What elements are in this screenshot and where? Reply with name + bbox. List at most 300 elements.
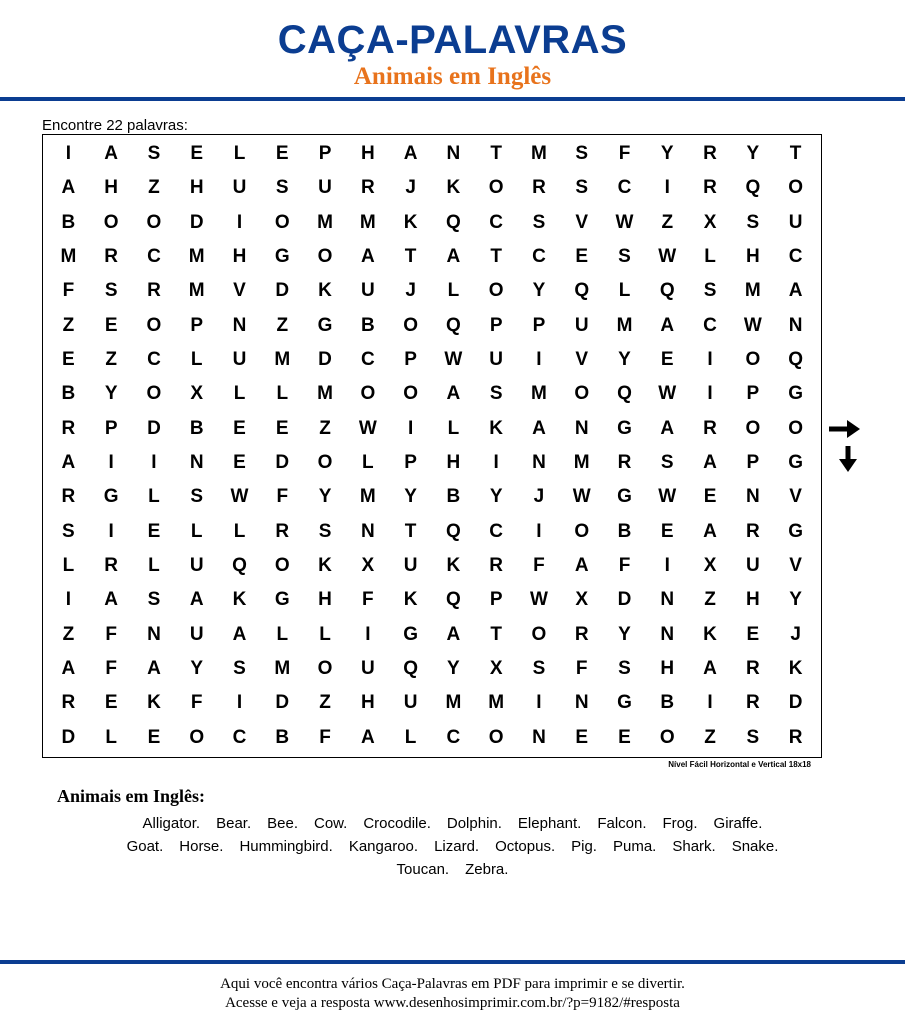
grid-cell: A: [446, 246, 461, 268]
grid-cell: Y: [318, 486, 332, 508]
grid-cell: I: [536, 692, 542, 714]
grid-cell: M: [616, 314, 633, 336]
grid-cell: A: [660, 314, 675, 336]
grid-cell: F: [190, 692, 203, 714]
grid-cell: A: [660, 417, 675, 439]
grid-cell: O: [745, 417, 761, 439]
grid-cell: F: [362, 589, 374, 611]
grid-cell: E: [575, 726, 589, 748]
grid-cell: O: [488, 726, 504, 748]
grid-cell: Y: [618, 623, 631, 645]
grid-cell: E: [147, 726, 161, 748]
grid-cell: P: [489, 314, 503, 336]
grid-cell: L: [362, 452, 374, 474]
grid-cell: Q: [788, 349, 803, 371]
grid-cell: O: [103, 211, 119, 233]
grid-cell: Y: [489, 486, 503, 508]
grid-cell: B: [360, 314, 375, 336]
grid-cell: C: [147, 349, 161, 371]
grid-cell: K: [232, 589, 247, 611]
grid-cell: S: [147, 143, 161, 165]
word-search-grid: [42, 134, 822, 758]
grid-cell: D: [275, 692, 290, 714]
word-list-item: Cow.: [313, 815, 348, 832]
grid-cell: K: [703, 623, 717, 645]
grid-cell: E: [660, 520, 674, 542]
word-list-item: Pig.: [571, 838, 597, 855]
grid-cell: P: [532, 314, 546, 336]
grid-cell: H: [189, 177, 204, 199]
grid-cell: A: [61, 452, 76, 474]
grid-cell: O: [745, 349, 761, 371]
grid-cell: D: [788, 692, 803, 714]
grid-cell: G: [617, 692, 632, 714]
grid-cell: X: [361, 555, 375, 577]
grid-cell: O: [189, 726, 205, 748]
grid-cell: O: [317, 246, 333, 268]
grid-cell: N: [532, 726, 546, 748]
grid-cell: F: [575, 658, 588, 680]
grid-cell: H: [360, 692, 375, 714]
top-divider: [0, 97, 905, 101]
grid-cell: P: [746, 452, 760, 474]
word-list-item: Shark.: [672, 838, 716, 855]
grid-cell: L: [233, 520, 246, 542]
grid-cell: G: [403, 623, 418, 645]
grid-cell: R: [61, 692, 76, 714]
grid-cell: S: [532, 211, 546, 233]
grid-cell: Q: [659, 280, 675, 302]
grid-cell: G: [274, 246, 290, 268]
grid-cell: R: [574, 623, 589, 645]
grid-cell: I: [493, 452, 499, 474]
grid-cell: L: [233, 143, 246, 165]
grid-cell: H: [446, 452, 461, 474]
grid-cell: S: [575, 143, 589, 165]
grid-cell: D: [275, 452, 290, 474]
grid-cell: D: [318, 349, 332, 371]
grid-cell: C: [489, 211, 504, 233]
grid-cell: Y: [447, 658, 460, 680]
grid-cell: U: [232, 177, 247, 199]
grid-cell: O: [659, 726, 675, 748]
grid-cell: T: [404, 520, 417, 542]
grid-cell: F: [618, 143, 631, 165]
grid-cell: A: [532, 417, 546, 439]
grid-cell: R: [489, 555, 504, 577]
grid-cell: I: [536, 349, 542, 371]
grid-cell: M: [531, 383, 547, 405]
grid-cell: P: [190, 314, 204, 336]
grid-cell: K: [318, 280, 332, 302]
grid-cell: G: [317, 314, 333, 336]
grid-cell: U: [574, 314, 589, 336]
grid-cell: K: [446, 177, 461, 199]
grid-cell: U: [360, 658, 375, 680]
grid-cell: N: [232, 314, 247, 336]
grid-cell: A: [403, 143, 418, 165]
grid-cell: E: [190, 143, 204, 165]
grid-cell: G: [274, 589, 290, 611]
grid-cell: X: [190, 383, 204, 405]
grid-cell: J: [405, 280, 416, 302]
word-list-item: Toucan.: [396, 861, 450, 878]
grid-cell: W: [658, 486, 677, 508]
grid-cell: Z: [62, 314, 75, 336]
grid-cell: A: [104, 589, 119, 611]
grid-cell: I: [707, 383, 713, 405]
grid-cell: K: [403, 211, 418, 233]
grid-cell: Z: [704, 589, 716, 611]
grid-cell: Z: [319, 692, 331, 714]
grid-cell: R: [617, 452, 632, 474]
grid-cell: I: [707, 692, 713, 714]
arrow-down-icon: [838, 446, 858, 473]
grid-cell: F: [276, 486, 289, 508]
grid-cell: G: [617, 417, 632, 439]
grid-cell: N: [189, 452, 204, 474]
grid-cell: B: [446, 486, 461, 508]
bottom-divider: [0, 960, 905, 964]
grid-cell: R: [745, 658, 760, 680]
grid-cell: S: [618, 246, 631, 268]
grid-cell: C: [147, 246, 161, 268]
grid-cell: A: [61, 177, 76, 199]
grid-cell: B: [61, 211, 76, 233]
grid-cell: L: [618, 280, 631, 302]
word-list-item: Bee.: [267, 815, 298, 832]
grid-cell: Z: [148, 177, 160, 199]
grid-cell: R: [104, 246, 119, 268]
word-list-item: Zebra.: [465, 861, 509, 878]
grid-cell: O: [574, 383, 590, 405]
grid-cell: Q: [445, 589, 461, 611]
grid-cell: R: [147, 280, 161, 302]
grid-cell: M: [531, 143, 547, 165]
grid-cell: X: [703, 555, 717, 577]
grid-cell: A: [703, 520, 717, 542]
grid-cell: R: [703, 177, 717, 199]
grid-cell: Q: [445, 520, 461, 542]
grid-cell: K: [446, 555, 461, 577]
grid-cell: I: [108, 520, 114, 542]
grid-cell: Y: [660, 143, 674, 165]
grid-cell: Y: [789, 589, 802, 611]
grid-cell: O: [146, 211, 162, 233]
grid-cell: O: [317, 452, 333, 474]
grid-cell: P: [104, 417, 118, 439]
grid-cell: U: [745, 555, 760, 577]
grid-cell: E: [660, 349, 674, 371]
grid-cell: V: [789, 486, 802, 508]
grid-cell: R: [703, 417, 717, 439]
grid-cell: L: [148, 486, 160, 508]
grid-cell: X: [703, 211, 717, 233]
grid-cell: Q: [745, 177, 761, 199]
word-list-item: Elephant.: [517, 815, 582, 832]
word-list-item: Puma.: [612, 838, 657, 855]
grid-cell: A: [574, 555, 589, 577]
grid-cell: D: [61, 726, 76, 748]
grid-cell: R: [61, 417, 76, 439]
grid-cell: U: [360, 280, 375, 302]
grid-cell: S: [575, 177, 589, 199]
grid-cell: R: [104, 555, 119, 577]
grid-cell: H: [745, 246, 760, 268]
word-list-row: [40, 812, 865, 835]
grid-cell: V: [575, 211, 589, 233]
grid-cell: G: [788, 383, 803, 405]
grid-cell: M: [445, 692, 462, 714]
word-list-item: Hummingbird.: [239, 838, 333, 855]
grid-cell: E: [618, 726, 631, 748]
grid-cell: Q: [232, 555, 247, 577]
grid-cell: H: [745, 589, 760, 611]
grid-cell: S: [318, 520, 332, 542]
grid-cell: Q: [574, 280, 590, 302]
grid-cell: S: [618, 658, 631, 680]
grid-cell: U: [189, 623, 204, 645]
grid-cell: W: [658, 246, 677, 268]
grid-cell: E: [147, 520, 161, 542]
grid-cell: D: [617, 589, 632, 611]
grid-cell: V: [233, 280, 246, 302]
word-list-item: Giraffe.: [713, 815, 763, 832]
grid-cell: W: [444, 349, 463, 371]
grid-cell: I: [664, 555, 670, 577]
grid-cell: J: [790, 623, 801, 645]
grid-cell: S: [190, 486, 204, 508]
grid-cell: M: [317, 211, 333, 233]
grid-cell: G: [788, 452, 803, 474]
grid-cell: R: [788, 726, 803, 748]
grid-cell: E: [104, 314, 118, 336]
grid-cell: N: [660, 589, 675, 611]
grid-cell: E: [233, 417, 246, 439]
grid-cell: S: [147, 589, 161, 611]
grid-cell: I: [151, 452, 157, 474]
grid-cell: M: [188, 246, 205, 268]
grid-cell: F: [618, 555, 631, 577]
grid-cell: H: [660, 658, 675, 680]
grid-cell: I: [236, 692, 243, 714]
grid-cell: O: [531, 623, 547, 645]
grid-cell: L: [276, 623, 289, 645]
grid-cell: D: [275, 280, 290, 302]
grid-cell: M: [359, 211, 376, 233]
grid-cell: Z: [62, 623, 75, 645]
grid-cell: M: [188, 280, 205, 302]
grid-cell: B: [61, 383, 76, 405]
grid-cell: V: [575, 349, 589, 371]
grid-cell: S: [532, 658, 546, 680]
grid-cell: M: [274, 658, 291, 680]
grid-cell: N: [574, 692, 589, 714]
grid-cell: B: [275, 726, 290, 748]
grid-cell: S: [703, 280, 717, 302]
instruction-text: Encontre 22 palavras:: [42, 117, 188, 134]
grid-cell: L: [105, 726, 117, 748]
grid-cell: K: [147, 692, 161, 714]
grid-cell: L: [233, 383, 246, 405]
grid-cell: A: [703, 452, 717, 474]
grid-cell: O: [317, 658, 333, 680]
grid-cell: N: [147, 623, 161, 645]
grid-cell: U: [403, 555, 418, 577]
word-list-item: Kangaroo.: [348, 838, 419, 855]
grid-cell: P: [489, 589, 503, 611]
grid-cell: W: [658, 383, 677, 405]
grid-cell: N: [446, 143, 461, 165]
grid-cell: K: [403, 589, 418, 611]
level-note: Nível Fácil Horizontal e Vertical 18x18: [668, 760, 811, 769]
grid-cell: K: [489, 417, 504, 439]
grid-cell: G: [617, 486, 632, 508]
grid-cell: R: [703, 143, 717, 165]
word-list-title: Animais em Inglês:: [57, 786, 205, 806]
grid-cell: O: [788, 417, 803, 439]
grid-cell: F: [105, 623, 117, 645]
word-list-item: Octopus.: [495, 838, 556, 855]
grid-cell: U: [403, 692, 418, 714]
grid-cell: Q: [445, 314, 461, 336]
grid-cell: M: [359, 486, 376, 508]
grid-cell: E: [275, 143, 289, 165]
grid-cell: C: [360, 349, 375, 371]
grid-cell: E: [62, 349, 75, 371]
grid-cell: L: [404, 726, 417, 748]
footer-line-2: Acesse e veja a resposta www.desenhosimprimir.com.br/?p=9182/#resposta: [225, 995, 680, 1011]
grid-cell: I: [536, 520, 542, 542]
word-list-item: Crocodile.: [363, 815, 431, 832]
grid-cell: S: [62, 520, 75, 542]
grid-cell: O: [274, 555, 290, 577]
grid-cell: B: [660, 692, 675, 714]
grid-cell: I: [664, 177, 670, 199]
grid-cell: G: [788, 520, 803, 542]
grid-cell: E: [104, 692, 118, 714]
grid-cell: T: [404, 246, 417, 268]
word-list-item: Dolphin.: [446, 815, 502, 832]
grid-cell: L: [148, 555, 160, 577]
word-list-item: Alligator.: [142, 815, 201, 832]
grid-cell: N: [574, 417, 589, 439]
grid-cell: O: [146, 383, 162, 405]
grid-cell: S: [104, 280, 118, 302]
grid-cell: O: [360, 383, 376, 405]
grid-cell: A: [147, 658, 161, 680]
grid-cell: M: [317, 383, 333, 405]
grid-cell: J: [533, 486, 545, 508]
grid-cell: B: [189, 417, 204, 439]
grid-cell: I: [65, 589, 72, 611]
grid-cell: O: [146, 314, 162, 336]
grid-cell: R: [745, 692, 760, 714]
grid-cell: F: [62, 280, 75, 302]
grid-cell: I: [707, 349, 713, 371]
grid-cell: O: [274, 211, 290, 233]
grid-cell: A: [360, 726, 375, 748]
grid-cell: Z: [105, 349, 117, 371]
grid-cell: P: [318, 143, 332, 165]
grid-cell: C: [232, 726, 247, 748]
grid-cell: O: [488, 177, 504, 199]
grid-cell: G: [103, 486, 119, 508]
grid-cell: U: [232, 349, 247, 371]
grid-cell: J: [405, 177, 416, 199]
grid-cell: O: [574, 520, 590, 542]
grid-cell: S: [233, 658, 246, 680]
grid-cell: Y: [190, 658, 204, 680]
grid-cell: E: [575, 246, 589, 268]
grid-cell: E: [233, 452, 246, 474]
grid-cell: T: [490, 143, 502, 165]
grid-cell: Z: [704, 726, 716, 748]
grid-cell: X: [575, 589, 589, 611]
grid-cell: H: [318, 589, 332, 611]
grid-cell: W: [230, 486, 249, 508]
grid-cell: O: [403, 383, 418, 405]
grid-cell: A: [232, 623, 247, 645]
grid-cell: I: [65, 143, 72, 165]
grid-cell: L: [276, 383, 289, 405]
grid-cell: U: [489, 349, 504, 371]
grid-cell: A: [104, 143, 119, 165]
grid-cell: I: [108, 452, 114, 474]
grid-cell: L: [190, 520, 203, 542]
grid-cell: L: [447, 280, 460, 302]
grid-cell: S: [489, 383, 503, 405]
grid-cell: O: [403, 314, 418, 336]
grid-cell: W: [743, 314, 762, 336]
grid-cell: F: [319, 726, 331, 748]
grid-cell: F: [533, 555, 545, 577]
grid-cell: A: [703, 658, 717, 680]
grid-cell: A: [189, 589, 204, 611]
grid-cell: W: [572, 486, 591, 508]
grid-cell: A: [360, 246, 375, 268]
grid-cell: N: [660, 623, 675, 645]
word-list-item: Goat.: [126, 838, 164, 855]
grid-cell: H: [232, 246, 247, 268]
grid-cell: S: [746, 211, 760, 233]
word-list-item: Horse.: [179, 838, 224, 855]
grid-cell: L: [704, 246, 716, 268]
grid-cell: L: [447, 417, 460, 439]
grid-cell: Z: [661, 211, 674, 233]
grid-cell: N: [788, 314, 803, 336]
grid-cell: C: [489, 520, 504, 542]
grid-cell: W: [358, 417, 377, 439]
grid-cell: C: [788, 246, 803, 268]
grid-cell: Q: [445, 211, 461, 233]
grid-cell: H: [360, 143, 375, 165]
grid-cell: A: [446, 623, 461, 645]
grid-cell: L: [190, 349, 203, 371]
grid-cell: M: [274, 349, 291, 371]
grid-cell: S: [660, 452, 674, 474]
grid-cell: Q: [617, 383, 632, 405]
grid-cell: C: [532, 246, 546, 268]
grid-cell: D: [189, 211, 204, 233]
grid-cell: R: [532, 177, 546, 199]
page-subtitle: Animais em Inglês: [353, 63, 552, 90]
word-list-item: Frog.: [662, 815, 698, 832]
grid-cell: N: [360, 520, 375, 542]
grid-cell: Y: [618, 349, 631, 371]
grid-cell: P: [746, 383, 760, 405]
grid-cell: Z: [276, 314, 289, 336]
